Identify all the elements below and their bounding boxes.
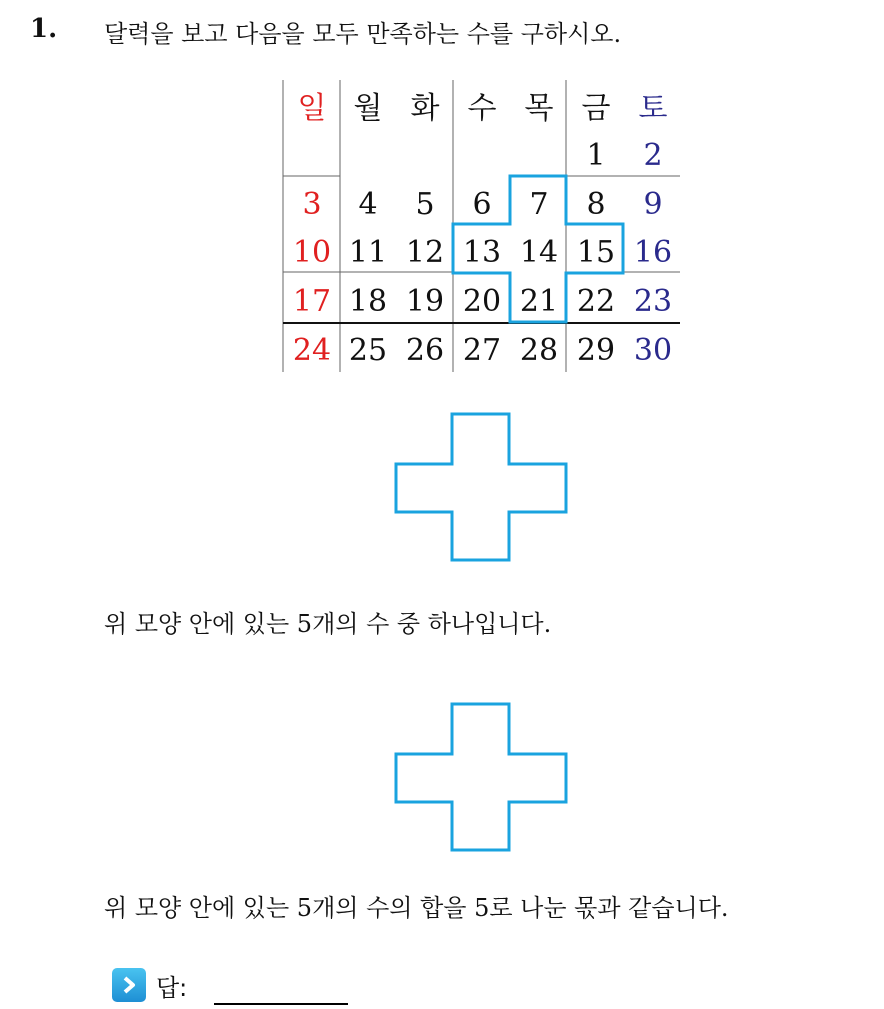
- calendar-day-cell: 18: [348, 284, 388, 319]
- calendar-day-cell: 14: [519, 235, 559, 270]
- calendar-day-cell: 20: [462, 284, 502, 319]
- calendar-day-cell: 24: [292, 333, 332, 368]
- calendar-day-cell: 4: [358, 187, 378, 222]
- calendar-day-cell: 1: [586, 138, 606, 173]
- calendar-day-cell: 28: [519, 333, 559, 368]
- calendar-day-cell: 15: [576, 235, 616, 270]
- calendar-day-cell: 11: [348, 235, 388, 270]
- calendar-day-cell: 17: [292, 284, 332, 319]
- plus-shape-1: [394, 412, 570, 564]
- answer-blank[interactable]: [214, 1003, 348, 1005]
- calendar-day-cell: 16: [633, 235, 673, 270]
- calendar-day-cell: 10: [292, 235, 332, 270]
- condition-2: 위 모양 안에 있는 5개의 수의 합을 5로 나눈 몫과 같습니다.: [104, 894, 729, 922]
- calendar-header-cell: 일: [297, 91, 327, 126]
- answer-label: 답:: [156, 973, 188, 1002]
- calendar-day-cell: 5: [415, 187, 435, 222]
- calendar-day-cell: 26: [405, 333, 445, 368]
- calendar-header-cell: 화: [410, 91, 440, 126]
- calendar-day-cell: 9: [643, 187, 663, 222]
- calendar-day-cell: 27: [462, 333, 502, 368]
- calendar-header-cell: 토: [638, 91, 668, 126]
- calendar-day-cell: 25: [348, 333, 388, 368]
- calendar-day-cell: 19: [405, 284, 445, 319]
- question-text: 달력을 보고 다음을 모두 만족하는 수를 구하시오.: [104, 20, 622, 48]
- calendar: [0, 0, 884, 380]
- calendar-day-cell: 2: [643, 138, 663, 173]
- calendar-day-cell: 3: [302, 187, 322, 222]
- calendar-day-cell: 13: [462, 235, 502, 270]
- chevron-right-icon: [112, 968, 146, 1002]
- calendar-day-cell: 21: [519, 284, 559, 319]
- condition-1: 위 모양 안에 있는 5개의 수 중 하나입니다.: [104, 610, 552, 638]
- calendar-day-cell: 30: [633, 333, 673, 368]
- answer-row: [112, 968, 187, 1002]
- calendar-day-cell: 7: [529, 187, 549, 222]
- calendar-day-cell: 22: [576, 284, 616, 319]
- question-number: 1.: [30, 14, 58, 44]
- calendar-header-cell: 월: [353, 91, 383, 126]
- calendar-header-cell: 수: [467, 91, 497, 126]
- calendar-day-cell: 12: [405, 235, 445, 270]
- calendar-header-cell: 금: [581, 91, 611, 126]
- plus-shape-2: [394, 702, 570, 854]
- calendar-day-cell: 8: [586, 187, 606, 222]
- calendar-header-cell: 목: [524, 91, 554, 126]
- calendar-day-cell: 6: [472, 187, 492, 222]
- calendar-day-cell: 23: [633, 284, 673, 319]
- calendar-day-cell: 29: [576, 333, 616, 368]
